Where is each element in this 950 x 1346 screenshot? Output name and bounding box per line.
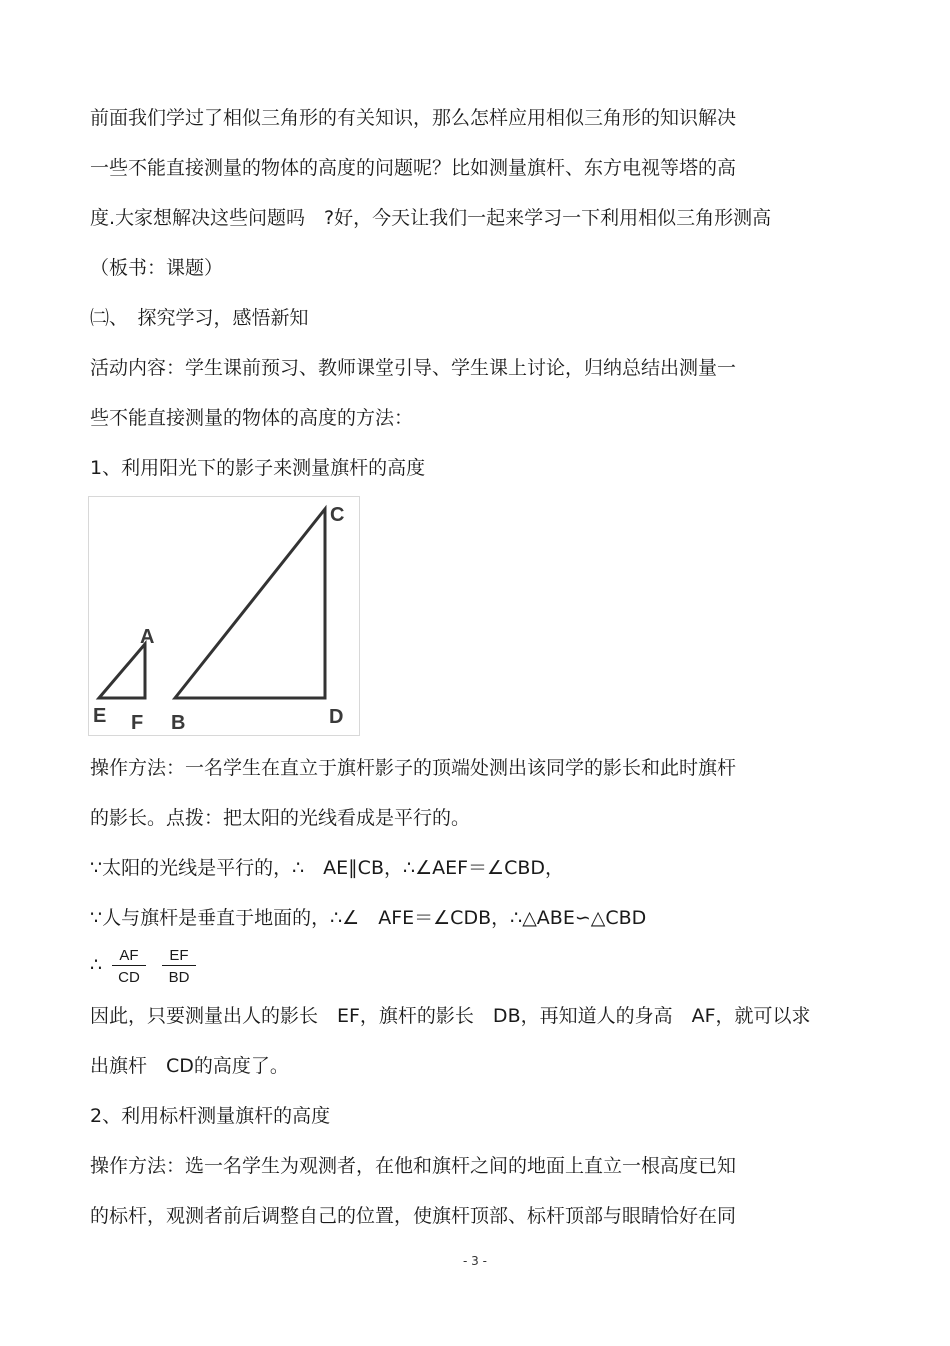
label-b: B [171, 712, 186, 734]
fraction-af-cd [112, 946, 146, 987]
similar-triangles-figure [88, 496, 360, 736]
label-d: D [329, 706, 344, 728]
small-triangle [99, 644, 145, 698]
operation-method-2-line-1: 操作方法：选一名学生为观测者，在他和旗杆之间的地面上直立一根高度已知 [90, 1155, 737, 1177]
label-f: F [131, 712, 144, 734]
text-line-2: 一些不能直接测量的物体的高度的问题呢？比如测量旗杆、东方电视等塔的高 [90, 157, 737, 179]
text-line-3: 度.大家想解决这些问题吗 ?好，今天让我们一起来学习一下利用相似三角形测高 [90, 207, 772, 229]
fraction-denominator: BD [168, 969, 190, 986]
label-c: C [330, 504, 345, 526]
fraction-ef-bd [162, 946, 196, 987]
conclusion-line-2: 出旗杆 CD的高度了。 [90, 1055, 289, 1077]
label-e: E [93, 705, 107, 727]
operation-method-1-line-1: 操作方法：一名学生在直立于旗杆影子的顶端处测出该同学的影长和此时旗杆 [90, 757, 737, 779]
operation-method-2-line-2: 的标杆，观测者前后调整自己的位置，使旗杆顶部、标杆顶部与眼睛恰好在同 [90, 1205, 737, 1227]
page-number: - 3 - [463, 1254, 487, 1268]
method-1-heading: 1、利用阳光下的影子来测量旗杆的高度 [90, 457, 426, 479]
text-line-6: 活动内容：学生课前预习、教师课堂引导、学生课上讨论，归纳总结出测量一 [90, 357, 737, 379]
therefore-symbol: ∴ [90, 954, 103, 976]
fraction-denominator: CD [118, 969, 140, 986]
conclusion-line-1: 因此，只要测量出人的影长 EF，旗杆的影长 DB，再知道人的身高 AF，就可以求 [90, 1005, 811, 1027]
fraction-numerator: AF [112, 946, 146, 966]
proof-line-2: ∵人与旗杆是垂直于地面的，∴∠ AFE＝∠CDB，∴△ABE∽△CBD [90, 907, 647, 929]
text-line-7: 些不能直接测量的物体的高度的方法： [90, 407, 414, 429]
proof-line-1: ∵太阳的光线是平行的，∴ AE∥CB，∴∠AEF＝∠CBD， [90, 857, 564, 879]
large-triangle [175, 509, 325, 698]
section-heading: ㈡、 探究学习，感悟新知 [90, 307, 309, 329]
fraction-numerator: EF [162, 946, 196, 966]
text-line-1: 前面我们学过了相似三角形的有关知识，那么怎样应用相似三角形的知识解决 [90, 107, 737, 129]
text-line-4: （板书：课题） [90, 257, 224, 279]
operation-method-1-line-2: 的影长。点拨：把太阳的光线看成是平行的。 [90, 807, 471, 829]
label-a: A [140, 626, 155, 648]
method-2-heading: 2、利用标杆测量旗杆的高度 [90, 1105, 331, 1127]
